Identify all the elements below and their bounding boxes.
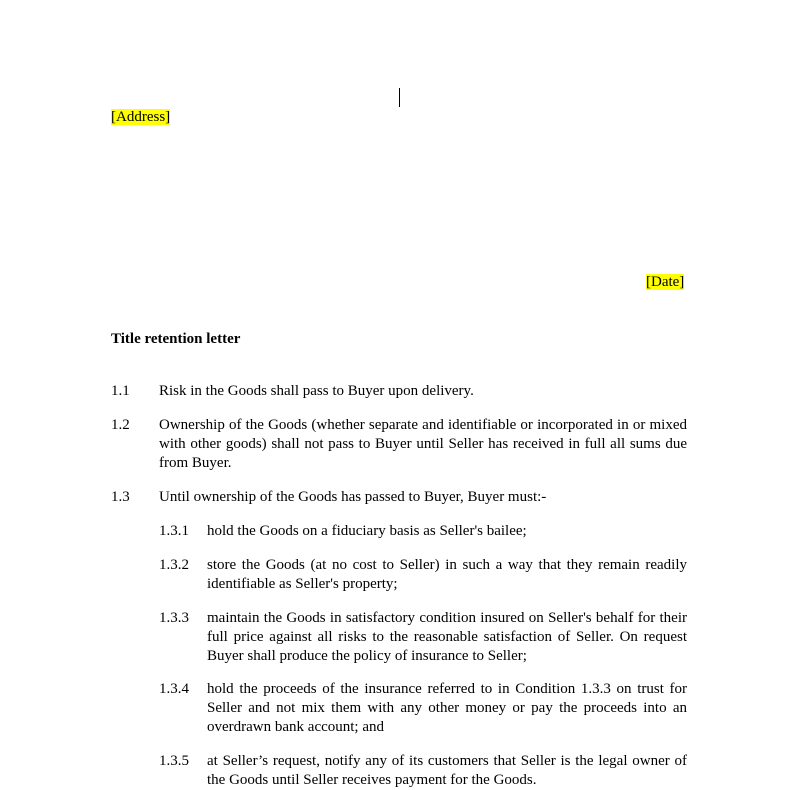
- clause-number: 1.1: [111, 383, 130, 399]
- subclause-1-3-3: [159, 609, 687, 666]
- subclause-1-3-4: [159, 680, 687, 737]
- subclause-1-3-2: [159, 556, 687, 594]
- address-placeholder[interactable]: [111, 108, 170, 127]
- subclause-text: store the Goods (at no cost to Seller) in such a way that they remain readily identifiable as Seller's property;: [207, 557, 687, 592]
- clause-1-2: [111, 416, 687, 473]
- subclause-number: 1.3.2: [159, 557, 189, 573]
- subclause-number: 1.3.1: [159, 523, 189, 539]
- clause-text: Until ownership of the Goods has passed to Buyer, Buyer must:-: [159, 489, 547, 505]
- subclause-text: maintain the Goods in satisfactory condition insured on Seller's behalf for their full price against all risks to the reasonable satisfaction of Seller. On request Buyer shall produce the policy of insurance to Seller;: [207, 610, 687, 664]
- clause-number: 1.3: [111, 489, 130, 505]
- subclause-1-3-5: [159, 752, 687, 790]
- document-title: Title retention letter: [111, 331, 241, 347]
- subclause-number: 1.3.5: [159, 753, 189, 769]
- subclause-text: at Seller’s request, notify any of its customers that Seller is the legal owner of the Goods until Seller receives payment for the Goods.: [207, 753, 687, 788]
- clause-1-1: [111, 382, 687, 401]
- clause-text: Ownership of the Goods (whether separate and identifiable or incorporated in or mixed with other goods) shall not pass to Buyer until Seller has received in full all sums due from Buyer.: [159, 417, 687, 471]
- clause-text: Risk in the Goods shall pass to Buyer upon delivery.: [159, 383, 474, 399]
- subclause-text: hold the Goods on a fiduciary basis as Seller's bailee;: [207, 523, 527, 539]
- subclause-text: hold the proceeds of the insurance referred to in Condition 1.3.3 on trust for Seller and not mix them with any other money or pay the proceeds into an overdrawn bank account; and: [207, 681, 687, 735]
- clause-1-3: [111, 488, 687, 507]
- subclause-number: 1.3.4: [159, 681, 189, 697]
- clause-number: 1.2: [111, 417, 130, 433]
- text-cursor: [399, 88, 400, 107]
- address-highlight: [Address]: [111, 109, 171, 125]
- subclause-1-3-1: [159, 522, 687, 541]
- date-placeholder[interactable]: [646, 273, 684, 292]
- date-highlight: [Date]: [646, 274, 685, 290]
- subclause-number: 1.3.3: [159, 610, 189, 626]
